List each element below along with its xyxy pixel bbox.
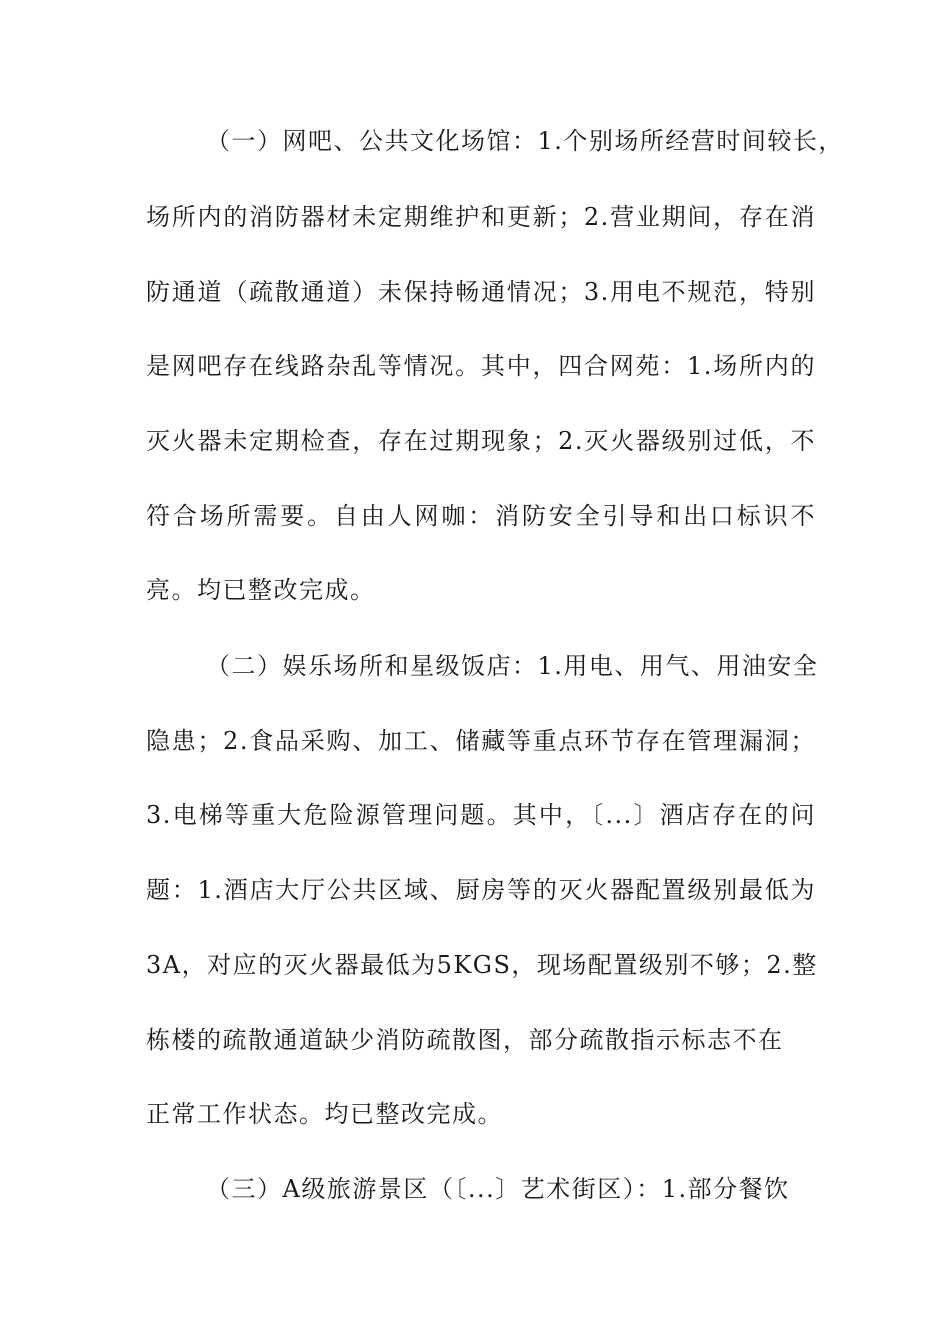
- paragraph-3-line-1: （三）A级旅游景区（〔...〕艺术街区）：1.部分餐饮: [206, 1175, 790, 1203]
- paragraph-1-line-3: 防通道（疏散通道）未保持畅通情况；3.用电不规范，特别: [146, 278, 816, 306]
- paragraph-1-line-1: （一）网吧、公共文化场馆：1.个别场所经营时间较长，: [206, 127, 844, 155]
- paragraph-2-line-4: 题：1.酒店大厅公共区域、厨房等的灭火器配置级别最低为: [146, 876, 816, 904]
- paragraph-2-line-7: 正常工作状态。均已整改完成。: [146, 1100, 503, 1128]
- paragraph-1-line-7: 亮。均已整改完成。: [146, 576, 376, 604]
- paragraph-1-line-4: 是网吧存在线路杂乱等情况。其中，四合网苑：1.场所内的: [146, 352, 816, 380]
- paragraph-1-line-6: 符合场所需要。自由人网咖：消防安全引导和出口标识不: [146, 502, 816, 530]
- paragraph-2-line-1: （二）娱乐场所和星级饭店：1.用电、用气、用油安全: [206, 652, 819, 680]
- paragraph-2-line-3: 3.电梯等重大危险源管理问题。其中，〔...〕酒店存在的问: [146, 801, 816, 829]
- paragraph-2-line-5: 3A，对应的灭火器最低为5KGS，现场配置级别不够；2.整: [146, 951, 818, 979]
- paragraph-2-line-6: 栋楼的疏散通道缺少消防疏散图，部分疏散指示标志不在: [146, 1026, 784, 1054]
- paragraph-1-line-2: 场所内的消防器材未定期维护和更新；2.营业期间，存在消: [146, 203, 816, 231]
- paragraph-2-line-2: 隐患；2.食品采购、加工、储藏等重点环节存在管理漏洞；: [146, 727, 816, 755]
- paragraph-1-line-5: 灭火器未定期检查，存在过期现象；2.灭火器级别过低，不: [146, 427, 816, 455]
